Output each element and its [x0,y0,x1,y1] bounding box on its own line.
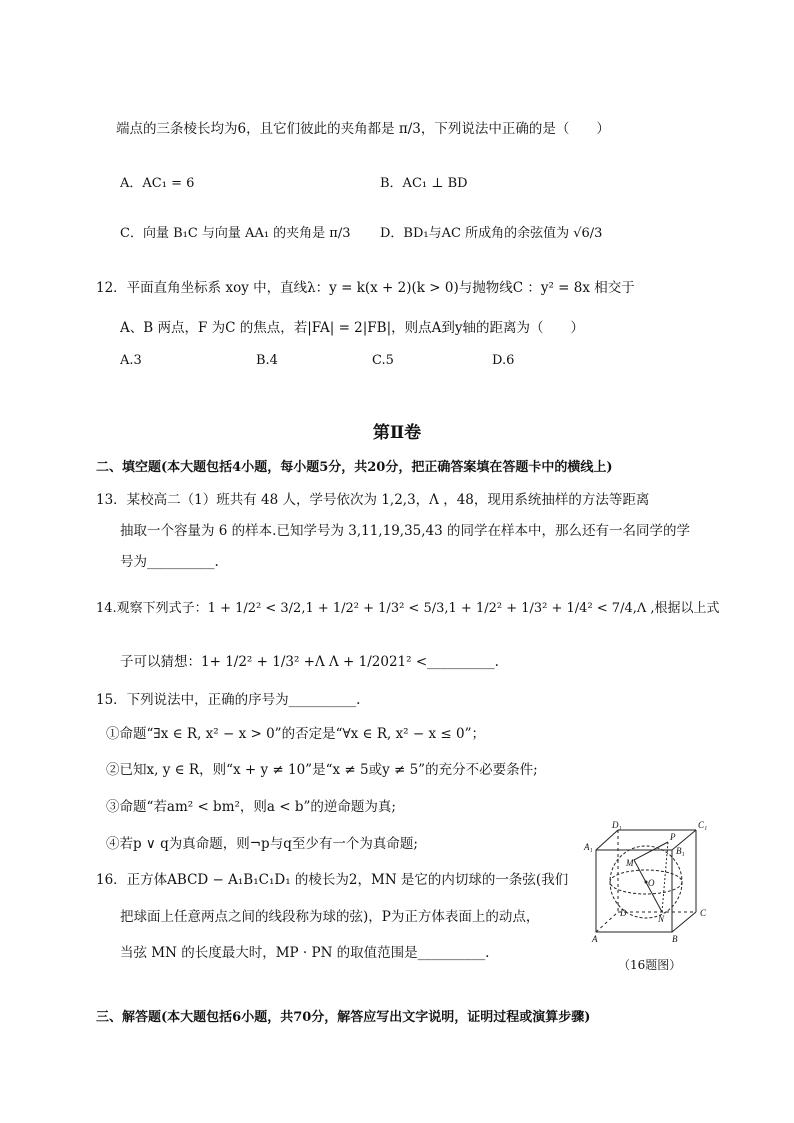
label-B1: B₁ [676,846,685,856]
q11-option-c: C．向量 B₁C 与向量 AA₁ 的夹角是 π/3 [120,226,351,241]
q14-line2: 子可以猜想：1+ 1/2² + 1/3² +Λ Λ + 1/2021² <__________. [120,654,499,670]
figure-caption: （16题图） [618,958,682,972]
cube-inscribed-sphere-figure [582,820,712,948]
q12-stem: 12．平面直角坐标系 xoy 中，直线λ：y = k(x + 2)(k > 0)与抛物线C ：y² = 8x 相交于 [96,280,635,296]
q12-continuation: A、B 两点，F 为C 的焦点，若|FA| = 2|FB|，则点A到y轴的距离为（ ） [120,320,585,336]
q11-option-b: B．AC₁ ⊥ BD [380,176,468,191]
q16-line2: 把球面上任意两点之间的线段称为球的弦)，P为正方体表面上的动点， [120,909,540,925]
q13-line1: 13．某校高二（1）班共有 48 人，学号依次为 1,2,3，Λ ，48，现用系统抽样的方法等距离 [96,492,650,508]
label-C: C [700,908,707,918]
q15-item4: ④若p ∨ q为真命题，则¬p与q至少有一个为真命题; [106,836,418,852]
q11-stem: 端点的三条棱长均为6，且它们彼此的夹角都是 π/3，下列说法中正确的是（ ） [116,121,610,137]
q16-line3: 当弦 MN 的长度最大时，MP · PN 的取值范围是__________. [120,945,490,961]
q13-line2: 抽取一个容量为 6 的样本.已知学号为 3,11,19,35,43 的同学在样本中，那么还有一名同学的学 [120,523,691,539]
q12-option-b: B.4 [256,353,278,368]
q15-item2: ②已知x, y ∈ R，则“x + y ≠ 10”是“x ≠ 5或y ≠ 5”的充分不必要条件; [106,762,538,778]
q12-option-d: D.6 [492,353,515,368]
q12-option-c: C.5 [372,353,394,368]
q15-item1: ①命题“∃x ∈ R, x² − x > 0”的否定是“∀x ∈ R, x² − x ≤ 0”； [106,726,485,742]
fill-in-header: 二、填空题(本大题包括4小题，每小题5分，共20分，把正确答案填在答题卡中的横线上) [96,460,613,475]
label-P: P [670,832,676,842]
label-M: M [626,858,634,868]
q14-line1: 14.观察下列式子：1 + 1/2² < 3/2,1 + 1/2² + 1/3² < 5/3,1 + 1/2² + 1/3² + 1/4² < 7/4,Λ ,根据以上式 [96,601,720,616]
q15-stem: 15．下列说法中，正确的序号为__________. [96,692,361,708]
q16-line1: 16．正方体ABCD − A₁B₁C₁D₁ 的棱长为2，MN 是它的内切球的一条弦(我们 [96,872,569,888]
label-A1: A₁ [584,842,593,852]
label-N: N [658,914,665,924]
q15-item3: ③命题“若am² < bm²，则a < b”的逆命题为真; [106,799,396,815]
label-D1: D₁ [612,820,622,830]
label-O: O [648,878,655,888]
solve-header: 三、解答题(本大题包括6小题，共70分，解答应写出文字说明，证明过程或演算步骤) [96,1010,591,1025]
label-B: B [672,934,678,944]
q12-option-a: A.3 [120,353,142,368]
q11-option-a: A．AC₁ = 6 [120,176,195,191]
label-D: D [620,908,627,918]
label-A: A [592,934,598,944]
q11-option-d: D．BD₁与AC 所成角的余弦值为 √6/3 [380,226,603,241]
q13-line3: 号为__________. [120,554,219,570]
label-C1: C₁ [698,820,708,830]
section-title: 第Ⅱ卷 [372,423,422,443]
